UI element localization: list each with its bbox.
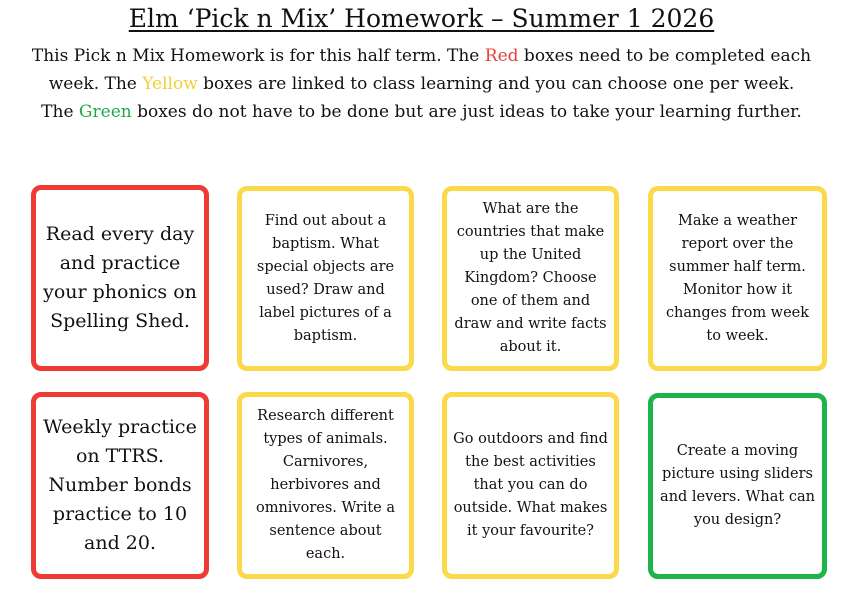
homework-card-yellow-uk-countries [442, 186, 619, 371]
green-keyword: Green [78, 102, 132, 122]
card-text: Find out about a baptism. What special objects are used? Draw and label pictures of a baptism. [256, 212, 395, 344]
intro-text-segment: This Pick n Mix Homework is for this half term. The [31, 46, 485, 66]
homework-card-yellow-outdoors [442, 392, 619, 579]
intro-text-segment: boxes need to be completed each week. The [48, 46, 812, 94]
card-text: Make a weather report over the summer half term. Monitor how it changes from week to week. [665, 212, 810, 344]
intro-paragraph-2 [14, 98, 829, 126]
homework-card-red-ttrs [31, 392, 209, 579]
intro-text-segment: The [41, 102, 79, 122]
homework-card-yellow-weather [648, 186, 827, 371]
card-text: Research different types of animals. Carnivores, herbivores and omnivores. Write a sentence about each. [255, 408, 396, 562]
intro-paragraph-1 [14, 42, 829, 98]
card-text: Create a moving picture using sliders and levers. What can you design? [660, 443, 815, 528]
homework-card-yellow-baptism [237, 186, 414, 371]
red-keyword: Red [484, 46, 519, 66]
intro-text [14, 42, 829, 126]
intro-text-segment: boxes do not have to be done but are just ideas to take your learning further. [131, 102, 802, 122]
homework-card-red-reading [31, 185, 209, 371]
homework-card-green-moving-picture [648, 393, 827, 579]
intro-text-segment: boxes are linked to class learning and you can choose one per week. [197, 74, 795, 94]
card-text: Weekly practice on TTRS. Number bonds practice to 10 and 20. [43, 416, 197, 554]
homework-card-yellow-animals [237, 392, 414, 579]
yellow-keyword: Yellow [142, 74, 198, 94]
card-text: Go outdoors and find the best activities that you can do outside. What makes it your favourite? [453, 431, 608, 539]
card-text: Read every day and practice your phonics on Spelling Shed. [43, 223, 197, 332]
card-text: What are the countries that make up the United Kingdom? Choose one of them and draw and write facts about it. [454, 201, 607, 355]
page-title: Elm ‘Pick n Mix’ Homework – Summer 1 2026 [128, 4, 715, 33]
